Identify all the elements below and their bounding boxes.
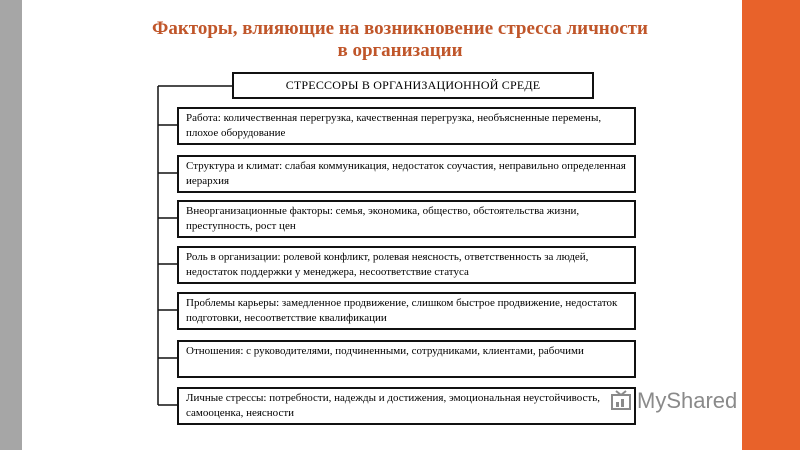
stressors-header-box: СТРЕССОРЫ В ОРГАНИЗАЦИОННОЙ СРЕДЕ (232, 72, 594, 99)
stressor-item-work: Работа: количественная перегрузка, качественная перегрузка, необъясненные перемены, плохое оборудование (177, 107, 636, 145)
slide-title-line-1: Факторы, влияющие на возникновение стресса личности (152, 18, 648, 39)
stressor-item-relations: Отношения: с руководителями, подчиненными, сотрудниками, клиентами, рабочими (177, 340, 636, 378)
stressor-item-external: Внеорганизационные факторы: семья, экономика, общество, обстоятельства жизни, преступность, рост цен (177, 200, 636, 238)
myshared-logo-icon (610, 389, 632, 413)
stressor-item-career: Проблемы карьеры: замедленное продвижение, слишком быстрое продвижение, недостаток подготовки, несоответствие квалификации (177, 292, 636, 330)
watermark-text: MyShared (637, 388, 738, 413)
stressor-item-structure: Структура и климат: слабая коммуникация, недостаток соучастия, неправильно определенная иерархия (177, 155, 636, 193)
slide-title-line-2: в организации (337, 40, 463, 61)
stressor-item-personal: Личные стрессы: потребности, надежды и достижения, эмоциональная неустойчивость, самооценка, неясности (177, 387, 636, 425)
stressor-item-role: Роль в организации: ролевой конфликт, ролевая неясность, ответственность за людей, недостаток поддержки у менеджера, несоответствие статуса (177, 246, 636, 284)
myshared-watermark (610, 388, 737, 414)
